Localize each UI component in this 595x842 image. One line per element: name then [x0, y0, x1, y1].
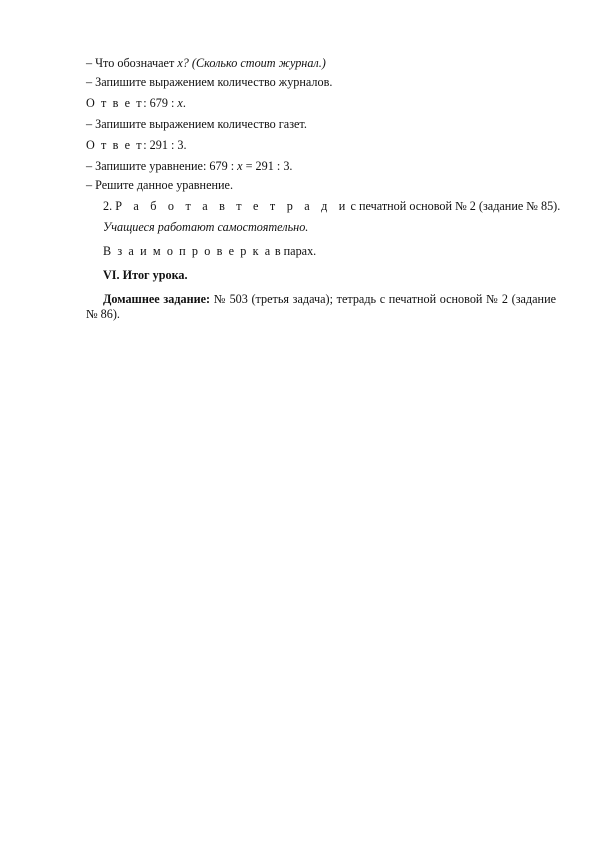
answer-label: О т в е т: [86, 138, 144, 152]
task-line: [86, 199, 561, 214]
homework-paragraph: [86, 292, 556, 322]
answer-hint: (Сколько стоит журнал.): [191, 56, 326, 70]
answer-label: О т в е т: [86, 96, 144, 110]
task-number: 2.: [103, 199, 116, 213]
answer-value: : 291 : 3.: [143, 138, 187, 152]
answer-line-1: [86, 96, 556, 111]
variable-x: x: [177, 96, 183, 110]
document-page: [86, 56, 561, 322]
section-heading: VI. Итог урока.: [103, 268, 188, 282]
question-text: – Что обозначает: [86, 56, 178, 70]
peer-check-line: [86, 244, 556, 259]
instruction-solve: – Решите данное уравнение.: [86, 178, 233, 192]
equation-suffix: = 291 : 3.: [242, 159, 293, 173]
variable-x: x: [237, 159, 243, 173]
answer-value: : 679 :: [143, 96, 178, 110]
equation-line: [86, 159, 556, 174]
task-details: с печатной основой № 2 (задание № 85).: [347, 199, 561, 213]
peer-check-rest: в парах.: [271, 244, 317, 258]
homework-text: № 503 (третья задача); тетрадь с печатной основой № 2 (задание № 86).: [86, 292, 556, 321]
task-title: Р а б о т а в т е т р а д и: [115, 199, 348, 213]
answer-end: .: [182, 96, 186, 110]
question-mark: ?: [182, 56, 192, 70]
instruction-newspapers: – Запишите выражением количество газет.: [86, 117, 307, 131]
instruction-magazines: – Запишите выражением количество журналов.: [86, 75, 333, 89]
question-line: [86, 56, 556, 71]
homework-label: Домашнее задание:: [103, 292, 211, 306]
independent-work-note: Учащиеся работают самостоятельно.: [103, 220, 309, 234]
equation-prefix: – Запишите уравнение: 679 :: [86, 159, 238, 173]
answer-line-2: [86, 138, 556, 153]
variable-x: x: [177, 56, 183, 70]
peer-check-label: В з а и м о п р о в е р к а: [103, 244, 272, 258]
